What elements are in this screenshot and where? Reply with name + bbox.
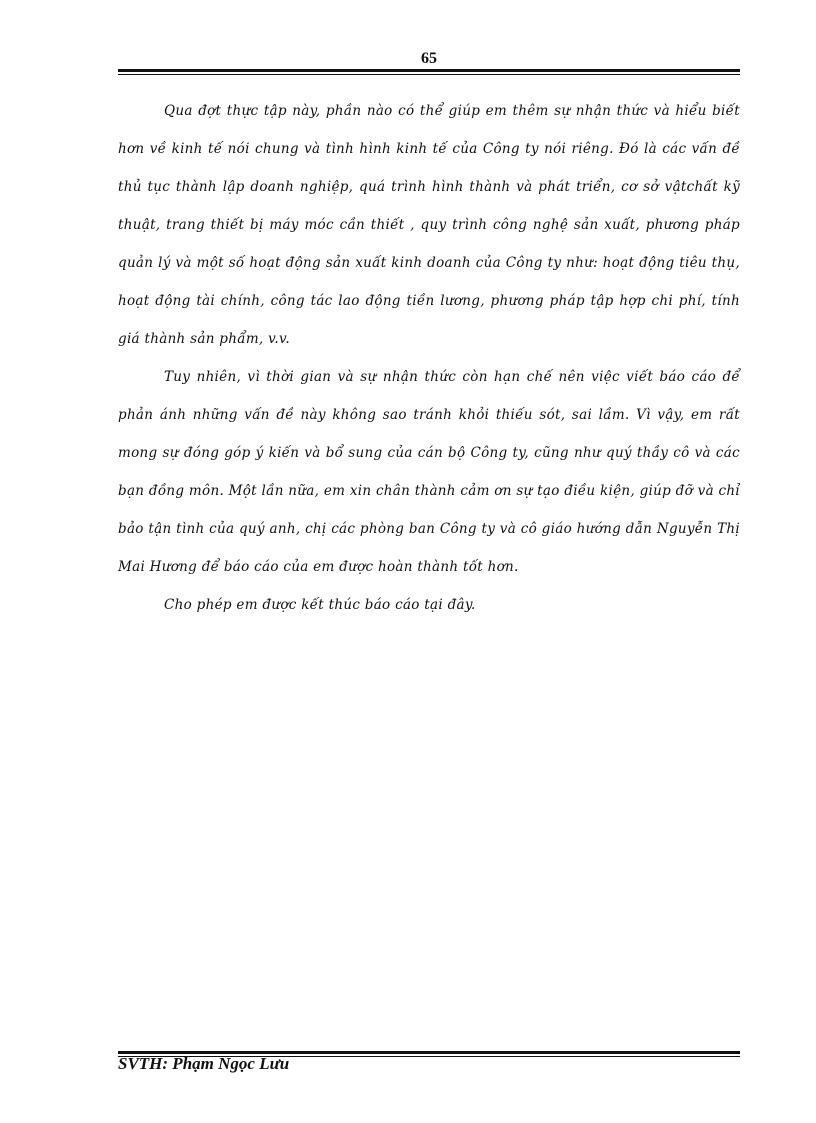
paragraph-1: Qua đợt thực tập này, phần nào có thể giúp em thêm sự nhận thức và hiểu biết hơn về kinh tế nói chung và tình hình kinh tế của Công ty nói riêng. Đó là các vấn đề thủ tục thành lập doanh nghiệp, quá trình hình thành và phát triển, cơ sở vậtchất kỹ thuật, trang thiết bị máy móc cần thiết , quy trình công nghệ sản xuất, phương pháp quản lý và một số hoạt động sản xuất kinh doanh của Công ty như: hoạt động tiêu thụ, hoạt động tài chính, công tác lao động tiền lương, phương pháp tập hợp chi phí, tính giá thành sản phẩm, v.v.	[118, 103, 740, 347]
body-text	[118, 92, 740, 624]
header-rule	[118, 69, 740, 75]
page-number: 65	[421, 50, 437, 67]
paragraph-2: Tuy nhiên, vì thời gian và sự nhận thức còn hạn chế nên việc viết báo cáo để phản ánh những vấn đề này không sao tránh khỏi thiếu sót, sai lầm. Vì vậy, em rất mong sự đóng góp ý kiến và bổ sung của cán bộ Công ty, cũng như quý thầy cô và các bạn đồng môn. Một lần nữa, em xin chân thành cảm ơn sự tạo điều kiện, giúp đỡ và chỉ bảo tận tình của quý anh, chị các phòng ban Công ty và cô giáo hướng dẫn Nguyễn Thị Mai Hương để báo cáo của em được hoàn thành tốt hơn.	[118, 369, 740, 575]
paragraph-3: Cho phép em được kết thúc báo cáo tại đây.	[164, 597, 476, 613]
footer-author: SVTH: Phạm Ngọc Lưu	[118, 1054, 290, 1073]
